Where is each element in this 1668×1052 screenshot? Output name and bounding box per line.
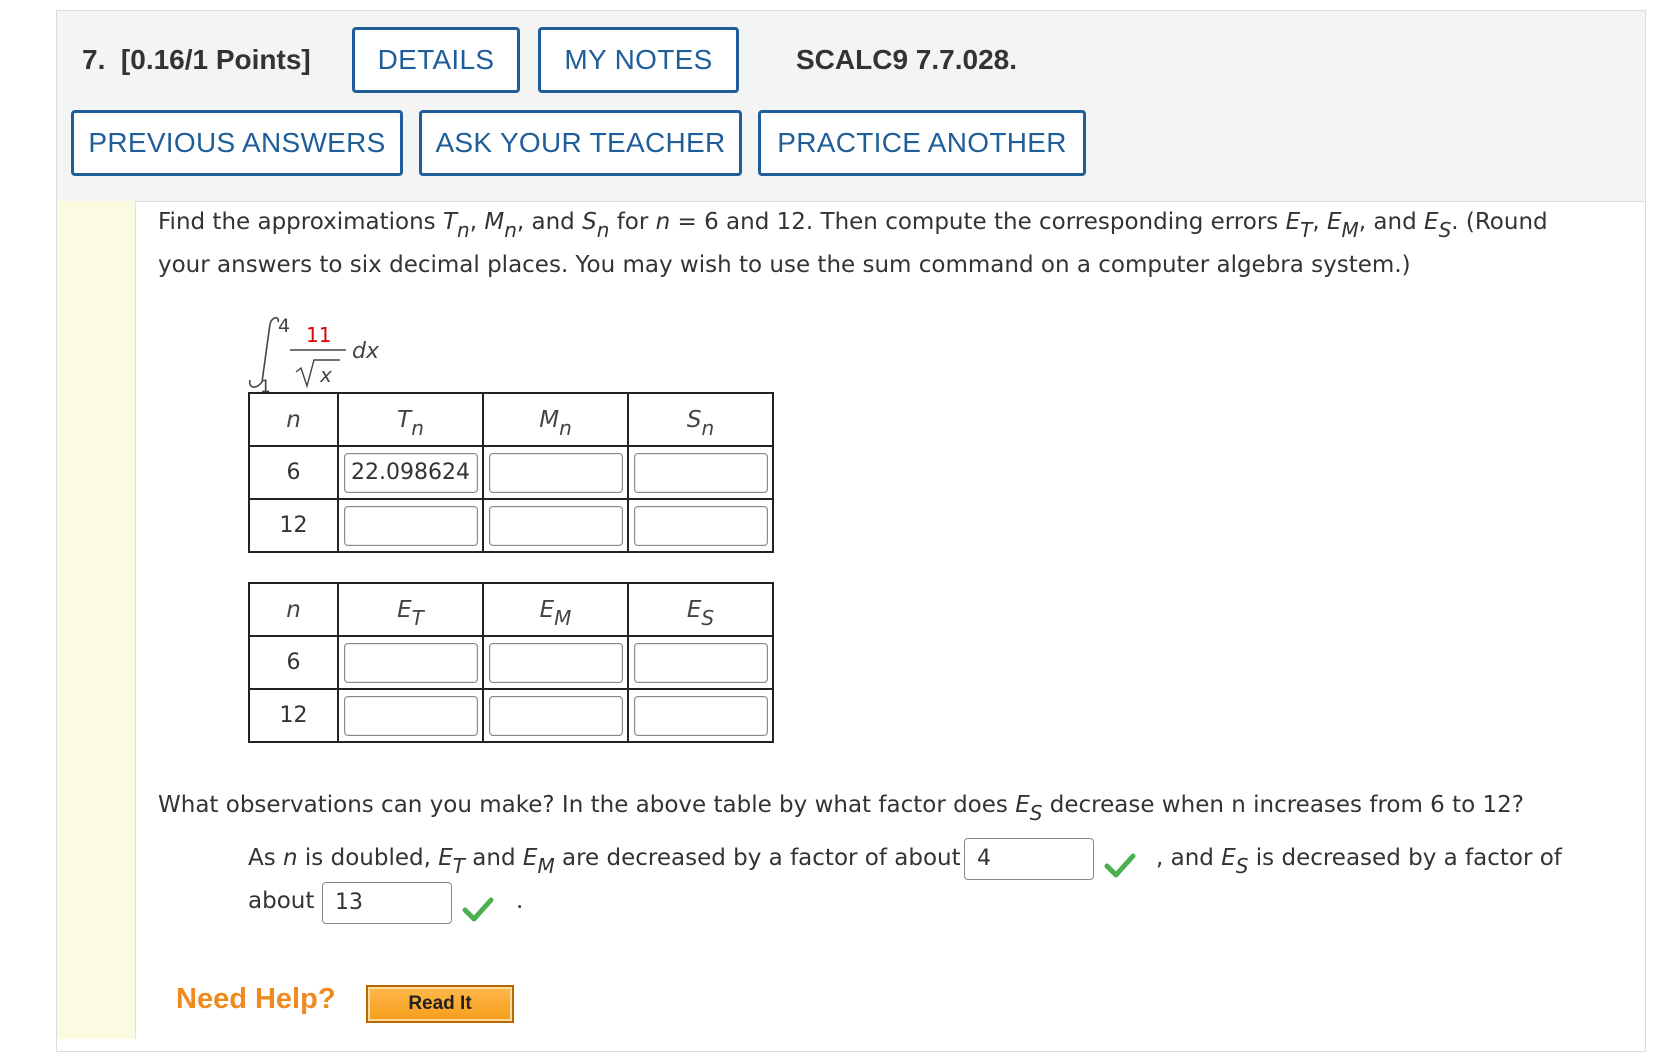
et-6-input[interactable] [344,643,478,683]
col-header-em: $E_M$ [539,596,572,630]
em-12-input[interactable] [489,696,623,736]
table-header-row [249,393,773,446]
col-header-et: $E_T$ [397,596,424,630]
check-icon [1104,852,1136,878]
observation-sentence-part1: As n is doubled, $E_T$ and $E_M$ are decreased by a factor of about [248,845,961,878]
table-row [249,446,773,499]
question-text-line2: your answers to six decimal places. You may wish to use the sum command on a computer algebra system.) [158,252,1411,278]
left-margin-bar [57,201,136,1039]
check-icon [462,896,494,922]
factor-tm-input[interactable]: 4 [964,838,1094,880]
integral-lower-limit: 1 [260,377,271,394]
col-header-n: n [286,596,301,623]
table-row [249,499,773,552]
need-help-label: Need Help? [176,983,336,1015]
table-row [249,636,773,689]
es-6-input[interactable] [634,643,768,683]
integrand-numerator: 11 [306,323,332,347]
dx-label: dx [352,339,379,364]
col-header-mn: $M_n$ [539,406,572,440]
problem-code: SCALC9 7.7.028. [796,44,1017,75]
tn-6-input[interactable]: 22.098624 [344,453,478,493]
approximation-table [248,392,774,553]
read-it-button[interactable]: Read It [366,985,514,1023]
et-12-input[interactable] [344,696,478,736]
table-header-row [249,583,773,636]
observation-sentence-part2: , and $E_S$ is decreased by a factor of [1156,845,1562,878]
row-n-label: 6 [249,636,338,689]
error-table [248,582,774,743]
integral-upper-limit: 4 [278,315,291,337]
practice-another-button[interactable]: PRACTICE ANOTHER [758,110,1086,176]
col-header-n: n [286,406,301,433]
integrand-radicand: x [320,363,332,387]
table-row [249,689,773,742]
question-number: 7. [0.16/1 Points] [82,44,311,75]
integral-expression [248,314,408,394]
about-label: about [248,888,315,914]
sn-6-input[interactable] [634,453,768,493]
points-label: [0.16/1 Points] [120,44,311,75]
mn-12-input[interactable] [489,506,623,546]
em-6-input[interactable] [489,643,623,683]
row-n-label: 12 [249,689,338,742]
details-button[interactable]: DETAILS [352,27,520,93]
tn-12-input[interactable] [344,506,478,546]
ask-your-teacher-button[interactable]: ASK YOUR TEACHER [419,110,742,176]
observation-question: What observations can you make? In the above table by what factor does $E_S$ decrease when n increases from 6 to 12? [158,792,1525,825]
previous-answers-button[interactable]: PREVIOUS ANSWERS [71,110,403,176]
mn-6-input[interactable] [489,453,623,493]
my-notes-button[interactable]: MY NOTES [538,27,739,93]
col-header-es: $E_S$ [686,596,715,630]
es-12-input[interactable] [634,696,768,736]
row-n-label: 12 [249,499,338,552]
sentence-period: . [516,888,524,914]
sn-12-input[interactable] [634,506,768,546]
col-header-tn: $T_n$ [397,406,424,440]
factor-s-input[interactable]: 13 [322,882,452,924]
row-n-label: 6 [249,446,338,499]
sqrt-icon [296,360,340,386]
col-header-sn: $S_n$ [686,406,715,440]
question-text-line1: Find the approximations $T_n$, $M_n$, and $S_n$ for n = 6 and 12. Then compute the corresponding errors $E_T$, $E_M$, and $E_S$. (Round [158,209,1548,242]
